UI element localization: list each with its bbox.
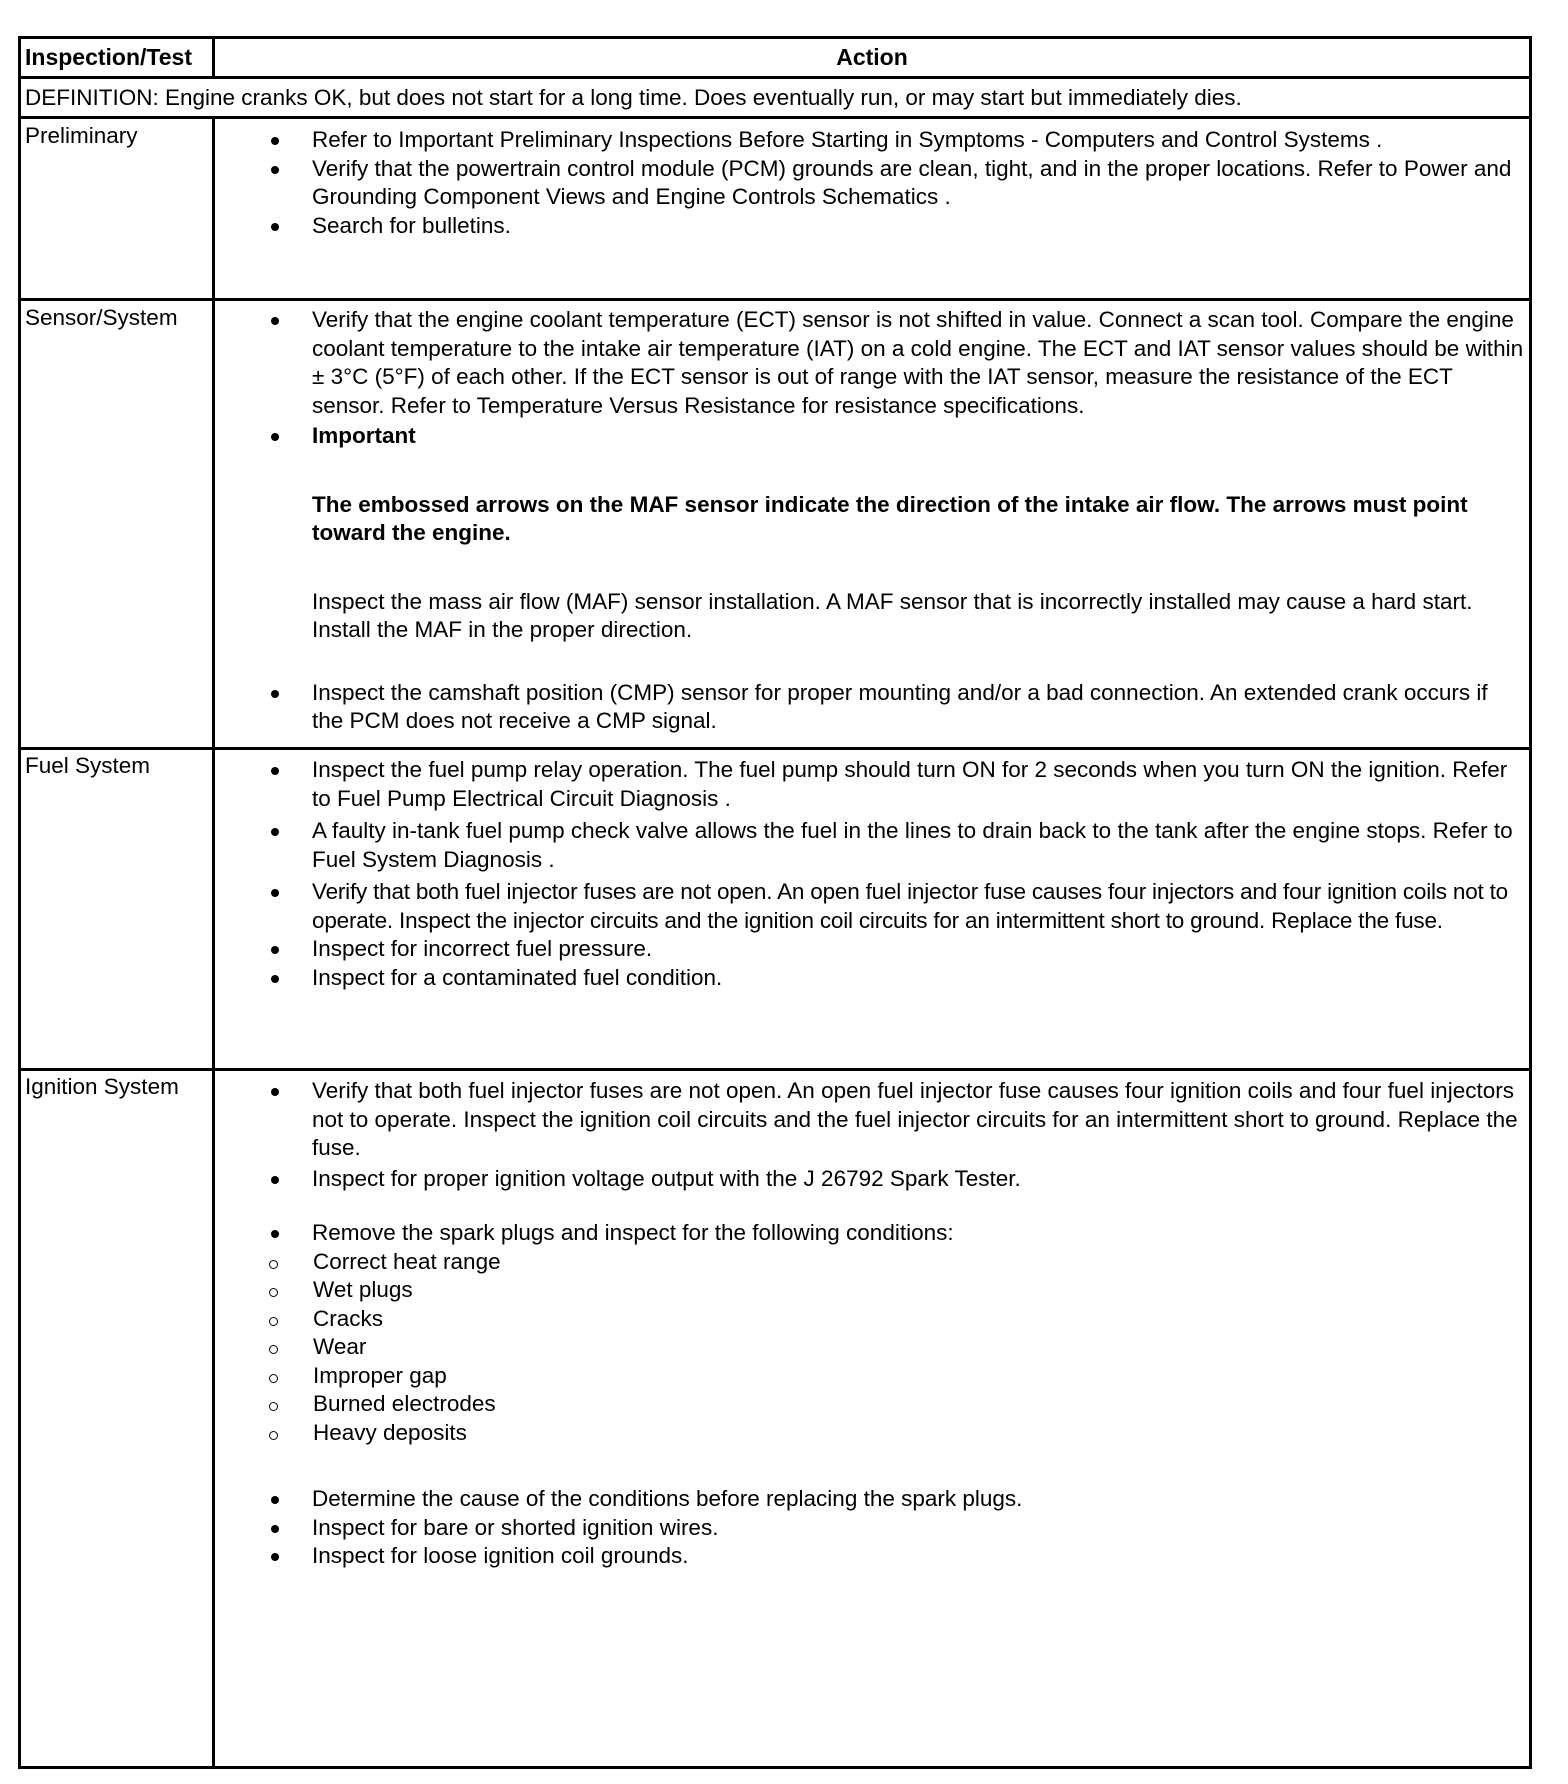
- bullet-icon: [271, 828, 279, 836]
- row-label-preliminary: Preliminary: [25, 123, 138, 148]
- bullet-icon: [271, 223, 279, 231]
- bullet-icon: [271, 1553, 279, 1561]
- circle-bullet-icon: [269, 1431, 278, 1440]
- circle-bullet-icon: [269, 1374, 278, 1383]
- diagnostic-table: [18, 36, 1532, 1769]
- list-item: Inspect for loose ignition coil grounds.: [215, 1542, 1525, 1571]
- bullet-icon: [271, 433, 279, 441]
- bullet-icon: [271, 1176, 279, 1184]
- list-item: Inspect the fuel pump relay operation. The fuel pump should turn ON for 2 seconds when you turn ON the ignition. Refer to Fuel Pump Electrical Circuit Diagnosis .: [215, 756, 1525, 813]
- list-item: Inspect for proper ignition voltage output with the J 26792 Spark Tester.: [215, 1165, 1525, 1194]
- list-item: Inspect for bare or shorted ignition wires.: [215, 1514, 1525, 1543]
- divider: [21, 1068, 1529, 1071]
- bullet-icon: [271, 1496, 279, 1504]
- list-item: Search for bulletins.: [215, 212, 1525, 241]
- row-label-sensor-system: Sensor/System: [25, 305, 178, 330]
- bullet-icon: [271, 975, 279, 983]
- sub-list-item: Wear: [215, 1333, 1525, 1362]
- bullet-icon: [271, 1230, 279, 1238]
- circle-bullet-icon: [269, 1402, 278, 1411]
- list-item: Remove the spark plugs and inspect for the following conditions: Correct heat range Wet plugs Cracks Wear Improper gap Burned electrodes Heavy deposits: [215, 1219, 1525, 1447]
- bullet-icon: [271, 946, 279, 954]
- list-item: Refer to Important Preliminary Inspections Before Starting in Symptoms - Computers and Control Systems .: [215, 126, 1525, 155]
- list-item: Verify that both fuel injector fuses are not open. An open fuel injector fuse causes four injectors and four ignition coils not to operate. Inspect the injector circuits and the ignition coil circuits for an intermittent short to ground. Replace the fuse.: [215, 878, 1525, 935]
- maf-instruction: Inspect the mass air flow (MAF) sensor installation. A MAF sensor that is incorrectly installed may cause a hard start. Install the MAF in the proper direction.: [312, 588, 1473, 642]
- list-item: Verify that the engine coolant temperature (ECT) sensor is not shifted in value. Connect a scan tool. Compare the engine coolant temperature to the intake air temperature (IAT) on a cold engine. The ECT and IAT sensor values should be within ± 3°C (5°F) of each other. If the ECT sensor is out of range with the IAT sensor, measure the resistance of the ECT sensor. Refer to Temperature Versus Resistance for resistance specifications.: [215, 306, 1525, 420]
- circle-bullet-icon: [269, 1288, 278, 1297]
- sub-list-item: Improper gap: [215, 1362, 1525, 1391]
- bullet-icon: [271, 889, 279, 897]
- row-content-preliminary: [215, 126, 1525, 240]
- divider: [21, 298, 1529, 301]
- divider: [21, 747, 1529, 750]
- definition-text: DEFINITION: Engine cranks OK, but does not start for a long time. Does eventually run, or may start but immediately dies.: [25, 85, 1242, 110]
- divider: [21, 116, 1529, 119]
- bullet-icon: [271, 166, 279, 174]
- bullet-icon: [271, 137, 279, 145]
- bullet-icon: [271, 1088, 279, 1096]
- list-item: A faulty in-tank fuel pump check valve allows the fuel in the lines to drain back to the tank after the engine stops. Refer to Fuel System Diagnosis .: [215, 817, 1525, 874]
- row-content-sensor-system: [215, 306, 1525, 736]
- circle-bullet-icon: [269, 1317, 278, 1326]
- sub-list-item: Cracks: [215, 1305, 1525, 1334]
- bullet-icon: [271, 1525, 279, 1533]
- row-label-ignition-system: Ignition System: [25, 1074, 179, 1099]
- circle-bullet-icon: [269, 1345, 278, 1354]
- list-item: Verify that the powertrain control module (PCM) grounds are clean, tight, and in the proper locations. Refer to Power and Grounding Component Views and Engine Controls Schematics .: [215, 155, 1525, 212]
- list-item: Inspect for a contaminated fuel condition.: [215, 964, 1525, 993]
- sub-list-item: Heavy deposits: [215, 1419, 1525, 1448]
- important-note: The embossed arrows on the MAF sensor indicate the direction of the intake air flow. The arrows must point toward the engine.: [312, 491, 1468, 545]
- list-item: Inspect for incorrect fuel pressure.: [215, 935, 1525, 964]
- sub-list-item: Correct heat range: [215, 1248, 1525, 1277]
- bullet-icon: [271, 767, 279, 775]
- header-inspection-test: Inspection/Test: [25, 44, 192, 70]
- row-label-fuel-system: Fuel System: [25, 753, 151, 778]
- header-action: Action: [836, 44, 908, 70]
- bullet-icon: [271, 317, 279, 325]
- row-content-ignition-system: [215, 1077, 1525, 1571]
- bullet-icon: [271, 690, 279, 698]
- column-divider: [212, 39, 215, 76]
- list-item: [215, 422, 1525, 645]
- row-content-fuel-system: [215, 756, 1525, 992]
- sub-list-item: Wet plugs: [215, 1276, 1525, 1305]
- list-item: Determine the cause of the conditions before replacing the spark plugs.: [215, 1485, 1525, 1514]
- sub-list-item: Burned electrodes: [215, 1390, 1525, 1419]
- important-title: Important: [312, 423, 416, 448]
- list-item: Inspect the camshaft position (CMP) sensor for proper mounting and/or a bad connection. An extended crank occurs if the PCM does not receive a CMP signal.: [215, 679, 1525, 736]
- circle-bullet-icon: [269, 1260, 278, 1269]
- list-item: Verify that both fuel injector fuses are not open. An open fuel injector fuse causes four ignition coils and four fuel injectors not to operate. Inspect the ignition coil circuits and the fuel injector circuits for an intermittent short to ground. Replace the fuse.: [215, 1077, 1525, 1163]
